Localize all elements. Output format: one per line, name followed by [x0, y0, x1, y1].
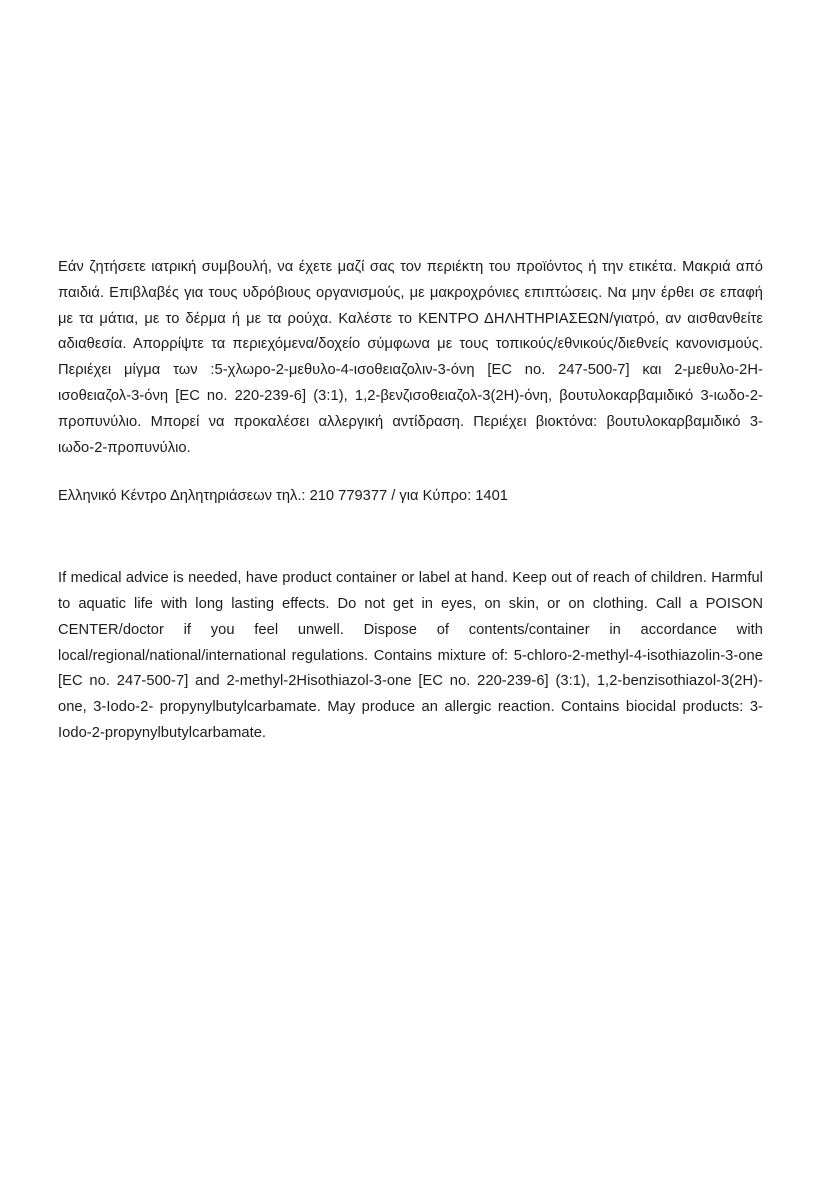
greek-safety-text: Εάν ζητήσετε ιατρική συμβουλή, να έχετε μαζί σας τον περιέκτη του προϊόντος ή την ετικέτα. Μακριά από παιδιά. Επιβλαβές για τους υδρόβιους οργανισμούς, με μακροχρόνιες επιπτώσεις. Να μην έρθει σε επαφή με τα μάτια, με το δέρμα ή με τα ρούχα. Καλέστε το ΚΕΝΤΡΟ ΔΗΛΗΤΗΡΙΑΣΕΩΝ/γιατρό, αν αισθανθείτε αδιαθεσία. Απορρίψτε τα περιεχόμενα/δοχείο σύμφωνα με τους τοπικούς/εθνικούς/διεθνείς κανονισμούς. Περιέχει μίγμα των :5-χλωρο-2-μεθυλο-4-ισοθειαζολιν-3-όνη [ΕC no. 247-500-7] και 2-μεθυλο-2Η-ισοθειαζολ-3-όνη [ΕC no. 220-239-6] (3:1), 1,2-βενζισοθειαζολ-3(2Η)-όνη, βουτυλοκαρβαμιδικό 3-ιωδο-2-προπυνύλιο. Μπορεί να προκαλέσει αλλεργική αντίδραση. Περιέχει βιοκτόνα: βουτυλοκαρβαμιδικό 3-ιωδο-2-προπυνύλιο. [58, 259, 763, 456]
english-safety-text: If medical advice is needed, have product container or label at hand. Keep out of reach of children. Harmful to aquatic life with long lasting effects. Do not get in eyes, on skin, or on clothing. Call a POISON CENTER/doctor if you feel unwell. Dispose of contents/container in accordance with local/regional/national/international regulations. Contains mixture of: 5-chloro-2-methyl-4-isothiazolin-3-one [EC no. 247-500-7] and 2-methyl-2Hisothiazol-3-one [EC no. 220-239-6] (3:1), 1,2-benzisothiazol-3(2H)-one, 3-Iodo-2- propynylbutylcarbamate. May produce an allergic reaction. Contains biocidal products: 3-Iodo-2-propynylbutylcarbamate. [58, 570, 763, 741]
greek-poison-center-contact: Ελληνικό Κέντρο Δηλητηριάσεων τηλ.: 210 779377 / για Κύπρο: 1401 [58, 488, 508, 505]
